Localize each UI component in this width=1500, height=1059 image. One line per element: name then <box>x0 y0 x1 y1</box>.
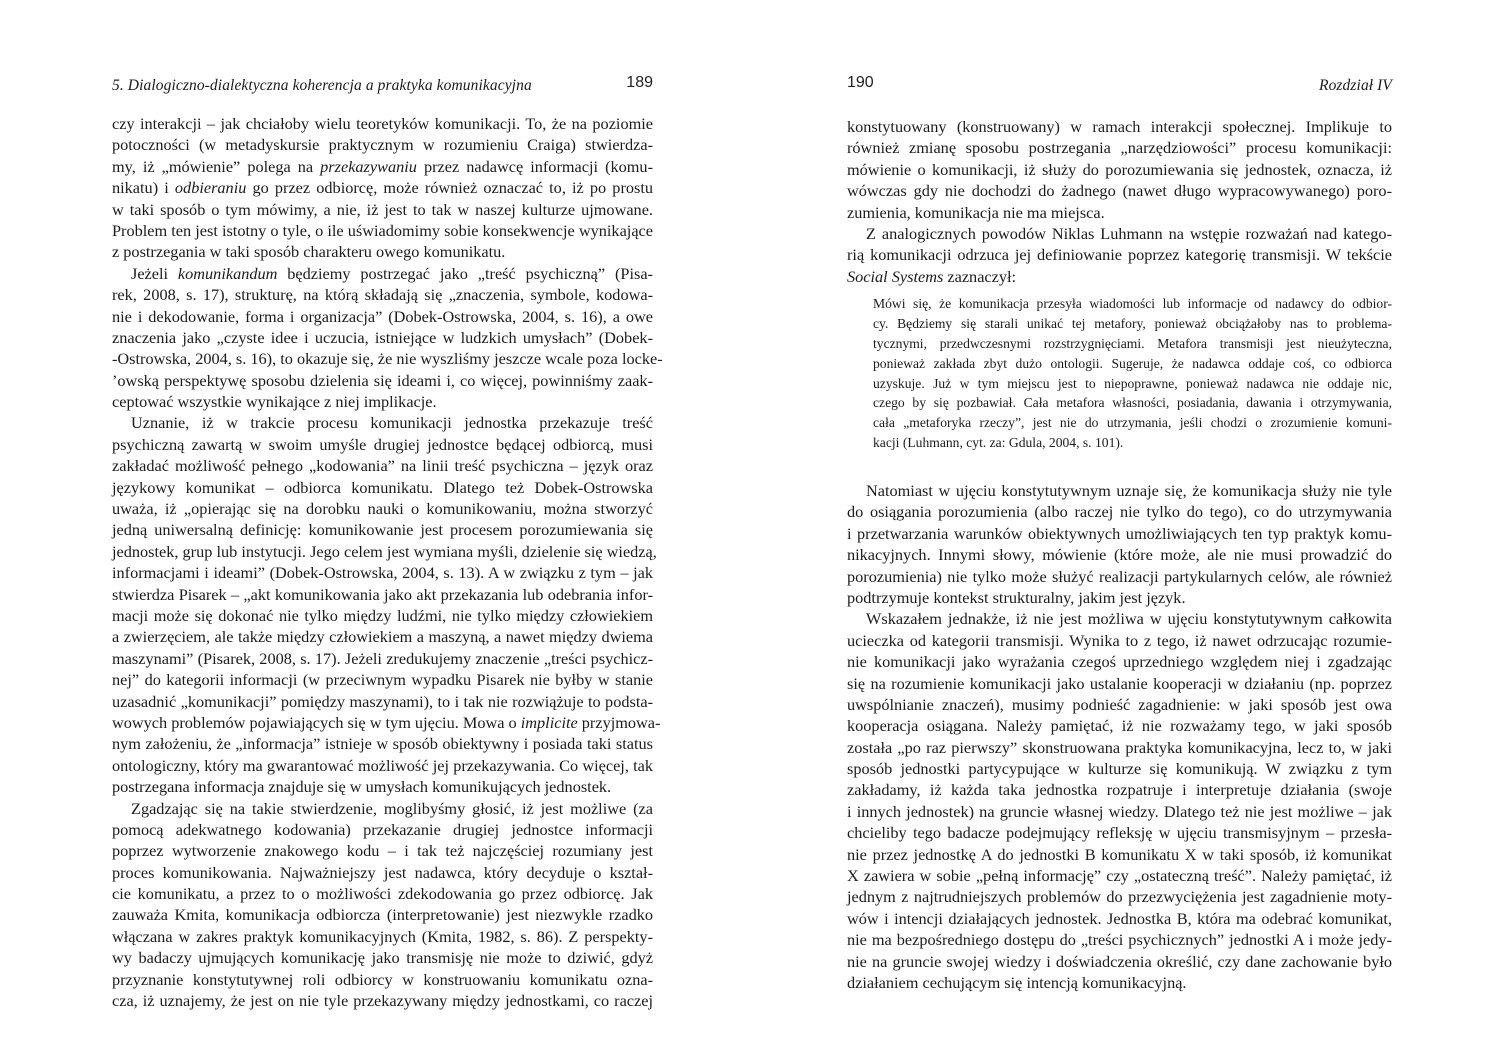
text-line: nej” do kategorii informacji (w przeciwnym wypadku Pisarek nie byłby w stanie <box>112 670 653 690</box>
text-line: Problem ten jest istotny o tyle, o ile uświadomimy sobie konsekwencje wynikające <box>112 220 653 240</box>
text-line: czy interakcji – jak chciałoby wielu teoretyków komunikacji. To, że na poziomie <box>112 114 653 133</box>
text-line: chcieliby tego badacze podejmujący refleksję w ujęciu transmisyjnym – przesła- <box>847 823 1392 843</box>
text-line: nikatu) i odbieraniu go przez odbiorcę, może również oznaczać to, iż po prostu <box>112 178 654 198</box>
text-line: Wskazałem jednakże, iż nie jest możliwa w ujęciu konstytutywnym całkowita <box>866 609 1392 629</box>
text-line: włączana w zakres praktyk komunikacyjnych (Kmita, 1982, s. 86). Z perspekty- <box>112 926 653 946</box>
text-line: jednostek, grup lub instytucji. Jego celem jest wymiana myśli, dzielenie się wiedzą, <box>112 541 657 561</box>
text-line: informacjami i ideami” (Dobek-Ostrowska, 2004, s. 13). A w związku z tym – jak <box>112 563 653 583</box>
quote-line: uzyskuje. Już w tym miejscu jest to niepoprawne, ponieważ nadawca nie oddaje nic, <box>873 375 1392 391</box>
right-page <box>847 0 1392 1059</box>
text-line: stwierdza Pisarek – „akt komunikowania jako akt przekazania lub odebrania infor- <box>112 584 653 604</box>
running-head: 5. Dialogiczno-dialektyczna koherencja a praktyka komunikacyjna <box>112 77 532 94</box>
text-line: sposób jednostki partycypujące w kulturze się komunikują. W związku z tym <box>847 759 1392 779</box>
text-line: jednym z najtrudniejszych problemów do przezwyciężenia jest zagadnienie moty- <box>847 887 1392 907</box>
left-page-body-text <box>112 113 663 1011</box>
left-page-header <box>112 74 653 98</box>
text-line: Zgadzając się na takie stwierdzenie, moglibyśmy głosić, iż jest możliwe (za <box>131 798 653 818</box>
page-number: 189 <box>626 74 653 91</box>
text-line: nie ma bezpośredniego dostępu do „treści psychicznych” jednostki A i może jedy- <box>847 930 1392 950</box>
text-line: kooperacja osiągana. Należy pamiętać, iż nie rozważamy tego, w jaki sposób <box>847 716 1392 736</box>
text-line: X zawiera w sobie „pełną informację” czy „ostateczną treść”. Należy pamiętać, iż <box>847 866 1392 886</box>
text-line: również zmianę sposobu postrzegania „narzędziowości” procesu komunikacji: <box>847 138 1392 158</box>
text-line: nie i dekodowanie, forma i organizacja” (Dobek-Ostrowska, 2004, s. 16), a owe <box>112 306 653 326</box>
text-line: zakładamy, iż każda taka jednostka rozpatruje i interpretuje działania (swoje <box>847 780 1392 800</box>
text-line: się na rozumienie komunikacji jako ustalanie kooperacji w działaniu (np. poprzez <box>847 673 1392 693</box>
text-line: porozumienia) nie tylko może służyć realizacji partykularnych celów, ale również <box>847 566 1392 586</box>
text-line: cza, iż uznajemy, że jest on nie tyle przekazywany między jednostkami, co raczej <box>112 991 653 1011</box>
text-line: cie komunikatu, a przez to o możliwości zdekodowania go przez odbiorcę. Jak <box>112 884 653 904</box>
text-line: przyznanie konstytutywnej roli odbiorcy w konstruowaniu komunikatu ozna- <box>112 969 653 989</box>
text-line: podtrzymuje kontekst strukturalny, jakim jest język. <box>847 587 1186 607</box>
text-line: ceptować wszystkie wynikające z niej implikacje. <box>112 392 437 412</box>
page-number: 190 <box>847 74 874 91</box>
running-head: Rozdział IV <box>1319 77 1392 94</box>
quote-line: cy. Będziemy się starali unikać tej metafory, ponieważ obciążałoby nas to problema- <box>873 315 1392 331</box>
text-line: uwspólnianie znaczeń), musimy podnieść zagadnienie: w jaki sposób jest owa <box>847 694 1392 714</box>
text-line: wowych problemów pojawiających się w tym ujęciu. Mowa o implicite przyjmowa- <box>112 712 661 732</box>
text-line: Natomiast w ujęciu konstytutywnym uznaje się, że komunikacja służy nie tyle <box>866 481 1392 500</box>
right-page-body-text-bottom <box>847 480 1392 993</box>
quote-line: tycznymi, przedwczesnymi rozstrzygnięciami. Metafora transmisji jest nieużyteczna, <box>873 335 1392 351</box>
right-page-body-text-top <box>847 116 1392 287</box>
quote-line: Mówi się, że komunikacja przesyła wiadomości lub informacje od nadawcy do odbior- <box>873 296 1392 311</box>
quote-line: cała „metaforyka rzeczy”, jest nie do utrzymania, jeśli chodzi o zrozumienie komuni- <box>873 415 1392 431</box>
text-line: uważa, iż „opierając się na dorobku nauki o komunikowaniu, można stworzyć <box>112 499 653 519</box>
text-line: rią komunikacji odrzuca jej definiowanie poprzez kategorię transmisji. W tekście <box>847 245 1392 265</box>
right-page-header <box>847 74 1392 98</box>
quote-line: czego by się pozbawiał. Cała metafora własności, posiadania, dawania i otrzymywania, <box>873 395 1392 411</box>
text-line: proces komunikowania. Najważniejszy jest nadawca, który decyduje o kształ- <box>112 862 653 882</box>
text-line: wów i intencji działających jednostek. Jednostka B, która ma odebrać komunikat, <box>847 908 1392 928</box>
text-line: ontologiczny, który ma gwarantować możliwość jej przekazywania. Co więcej, tak <box>112 755 653 775</box>
text-line: jedną uniwersalną definicję: komunikowanie jest procesem porozumiewania się <box>112 520 653 540</box>
text-line: uzasadnić „komunikacji” pomiędzy maszynami), to i tak nie rozwiążuje to podsta- <box>112 691 653 711</box>
text-line: nie komunikacji jako wyrażania czegoś uprzedniego względem niej i zgadzając <box>847 652 1392 672</box>
text-line: nikacyjnych. Innymi słowy, mówienie (które może, ale nie musi prowadzić do <box>847 545 1392 565</box>
text-line: poprzez wytworzenie znakowego kodu – i tak też najczęściej rozumiany jest <box>112 841 653 861</box>
text-line: została „po raz pierwszy” skonstruowana praktyka komunikacyjna, lecz to, w jaki <box>847 737 1392 757</box>
quote-line: kacji (Luhmann, cyt. za: Gdula, 2004, s. 101). <box>873 435 1124 451</box>
text-line: zumienia, komunikacja nie ma miejsca. <box>847 202 1105 222</box>
text-line: znaczenia jako „czyste idee i uczucia, istniejące w ludzkich umysłach” (Dobek- <box>112 327 653 347</box>
text-line: do osiągania porozumienia (albo raczej nie tylko do tego), co do utrzymywania <box>847 502 1392 522</box>
text-line: Jeżeli komunikandum będziemy postrzegać jako „treść psychiczną” (Pisa- <box>131 263 653 283</box>
text-line: nie na gruncie swojej wiedzy i doświadczenia określić, czy dane zachowanie było <box>847 951 1392 971</box>
text-line: Z analogicznych powodów Niklas Luhmann na wstępie rozważań nad katego- <box>866 223 1392 243</box>
text-line: językowy komunikat – odbiorca komunikatu. Dlatego też Dobek-Ostrowska <box>112 477 653 497</box>
text-line: rek, 2008, s. 17), strukturę, na którą składają się „znaczenia, symbole, kodowa- <box>112 285 653 305</box>
text-line: mówienie o komunikacji, iż służy do porozumiewania się jednostek, oznacza, iż <box>847 159 1392 179</box>
text-line: i przetwarzania warunków obiektywnych umożliwiających ten typ praktyk komu- <box>847 523 1392 543</box>
text-line: wy badaczy ujmujących komunikację jako transmisję nie może to dziwić, gdyż <box>112 948 653 968</box>
quote-line: ponieważ zakłada zbyt dużo ontologii. Sugeruje, że nadawca oddaje coś, co odbiorca <box>873 355 1392 371</box>
text-line: a zwierzęciem, ale także między człowiekiem a maszyną, a nawet między dwiema <box>112 627 653 647</box>
text-line: pomocą adekwatnego kodowania) przekazanie drugiej jednostce informacji <box>112 819 653 839</box>
text-line: maszynami” (Pisarek, 2008, s. 17). Jeżeli zredukujemy znaczenie „treści psychicz- <box>112 648 653 668</box>
text-line: ’owską perspektywę sposobu dzielenia się ideami i, co więcej, powinniśmy zaak- <box>112 370 653 390</box>
text-line: potoczności (w metadyskursie praktycznym w rozumieniu Craiga) stwierdza- <box>112 135 653 155</box>
left-page <box>112 0 663 1059</box>
text-line: -Ostrowska, 2004, s. 16), to okazuje się, że nie wyszliśmy jeszcze wcale poza locke- <box>112 349 663 369</box>
text-line: ucieczka od kategorii transmisji. Wynika to z tego, iż nawet odrzucając rozumie- <box>847 630 1392 650</box>
text-line: w taki sposób o tym mówimy, a nie, iż jest to tak w naszej kulturze ujmowane. <box>112 199 653 219</box>
block-quote <box>873 294 1392 453</box>
text-line: i innych jednostek) na gruncie własnej wiedzy. Dlatego też nie jest możliwe – jak <box>847 801 1392 821</box>
text-line: nym założeniu, że „informacja” istnieje w sposób obiektywny i posiada taki status <box>112 734 653 754</box>
text-line: konstytuowany (konstruowany) w ramach interakcji społecznej. Implikuje to <box>847 117 1392 136</box>
text-line: nie przez jednostkę A do jednostki B komunikatu X w taki sposób, iż komunikat <box>847 844 1392 864</box>
text-line: Uznanie, iż w trakcie procesu komunikacji jednostka przekazuje treść <box>131 413 653 433</box>
text-line: zauważa Kmita, komunikacja odbiorcza (interpretowanie) jest niezwykle rzadko <box>112 905 653 925</box>
text-line: macji może się dokonać nie tylko między ludźmi, nie tylko między człowiekiem <box>112 605 653 625</box>
text-line: Social Systems zaznaczył: <box>847 266 1017 286</box>
text-line: zakładać możliwość pełnego „kodowania” na linii treść psychiczna – język oraz <box>112 456 653 476</box>
text-line: postrzegana informacja znajduje się w umysłach komunikujących jednostek. <box>112 777 612 797</box>
text-line: działaniem cechującym się intencją komunikacyjną. <box>847 972 1187 992</box>
text-line: z postrzegania w taki sposób charakteru owego komunikatu. <box>112 242 506 262</box>
text-line: my, iż „mówienie” polega na przekazywaniu przez nadawcę informacji (komu- <box>112 156 653 176</box>
text-line: wówczas gdy nie dochodzi do żadnego (nawet długo wypracowywanego) poro- <box>847 181 1392 201</box>
text-line: psychiczną zawartą w swoim umyśle drugiej jednostce będącej odbiorcą, musi <box>112 434 653 454</box>
